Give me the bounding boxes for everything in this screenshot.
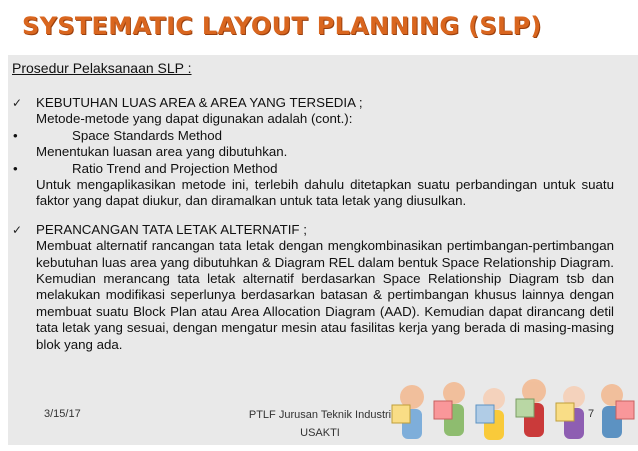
- method1-row: [12, 128, 620, 144]
- section1-intro-row: [12, 111, 620, 127]
- method2-name: Ratio Trend and Projection Method: [72, 160, 278, 176]
- slide-content: [12, 57, 620, 353]
- school-kids-clipart-icon: [390, 375, 638, 451]
- check-bullet-icon: ✓: [12, 96, 23, 110]
- slide-subtitle: Prosedur Pelaksanaan SLP :: [12, 60, 192, 76]
- footer-page-number: 7: [588, 408, 595, 420]
- footer-institution-line2: USAKTI: [300, 427, 340, 439]
- section1-intro: Metode-metode yang dapat digunakan adalah (cont.):: [36, 111, 353, 127]
- section2-heading: PERANCANGAN TATA LETAK ALTERNATIF ;: [36, 221, 307, 237]
- dot-bullet-icon: •: [13, 127, 18, 143]
- method2-desc: Untuk mengaplikasikan metode ini, terlebih dahulu ditetapkan suatu perbandingan untuk suatu faktor yang dapat diukur, dan diramalkan untuk tata letak yang diusulkan.: [36, 177, 614, 209]
- method1-name: Space Standards Method: [72, 127, 223, 143]
- section1-heading-row: [12, 95, 620, 111]
- check-bullet-icon: ✓: [12, 222, 23, 237]
- method2-row: [12, 161, 620, 177]
- footer-institution-line1: PTLF Jurusan Teknik Industri: [248, 409, 392, 421]
- slide-title: SYSTEMATIC LAYOUT PLANNING (SLP): [22, 12, 542, 40]
- footer-date: 3/15/17: [44, 408, 81, 420]
- section1-heading: KEBUTUHAN LUAS AREA & AREA YANG TERSEDIA ;: [36, 95, 363, 110]
- section2-heading-row: [12, 222, 620, 238]
- method1-desc: Menentukan luasan area yang dibutuhkan.: [36, 144, 288, 160]
- dot-bullet-icon: •: [13, 160, 18, 176]
- footer-institution: [245, 406, 395, 442]
- section2-body: Membuat alternatif rancangan tata letak dengan mengkombinasikan pertimbangan-pertimbangan kebutuhan luas area yang dibutuhkan & Diagram REL dalam bentuk Space Relationship Diagram. Kemudian merancang tata letak alternatif berdasarkan Space Relationship Diagram tsb dan melakukan modifikasi seperlunya berdasarkan batasan & pertimbangan khusus lainnya dengan membuat suatu Block Plan atau Area Allocation Diagram (AAD). Kemudian dapat dirancang detil tata letak yang sesuai, dengan mengatur mesin atau fasilitas kerja yang berada di masing-masing blok yang ada.: [36, 238, 614, 352]
- method1-desc-row: [12, 144, 620, 160]
